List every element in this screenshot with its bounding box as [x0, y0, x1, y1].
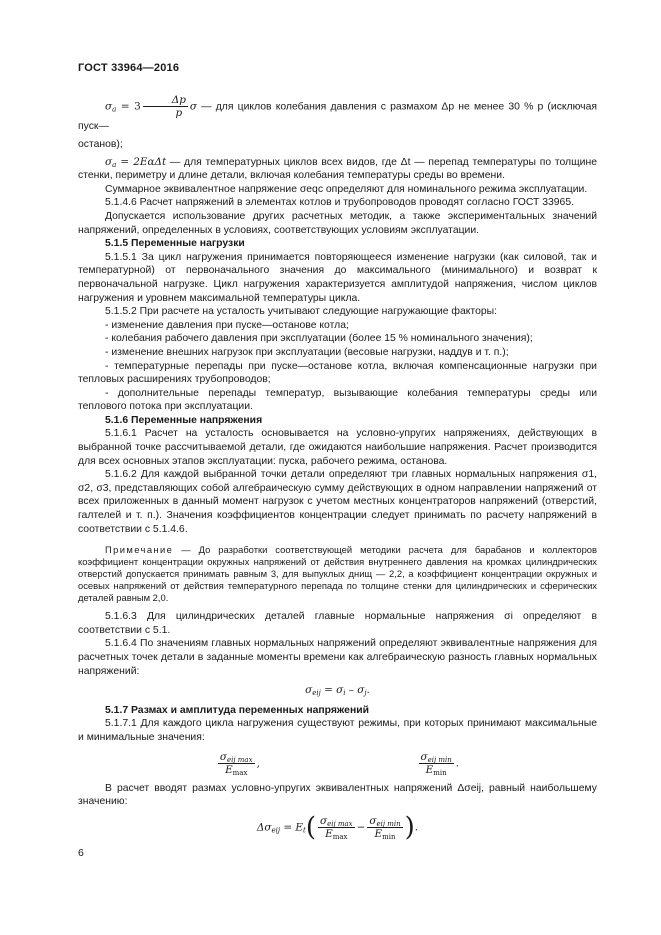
formula-pressure-amplitude: $\sigma_a = 3$ $\frac{\Delta p}{p}$ σ — для циклов колебания давления с размахом Δp не менее 30 % p (исключая пуск—: [78, 94, 597, 132]
heading-5-1-6: 5.1.6 Переменные напряжения: [105, 414, 263, 426]
paragraph-summary-stress: Суммарное эквивалентное напряжение σeqc определяют для номинального режима эксплуатации.: [105, 183, 588, 195]
list-item: - колебания рабочего давления при эксплуатации (более 15 % номинального значения);: [105, 333, 533, 345]
page-number: 6: [78, 847, 84, 859]
list-item: - дополнительные перепады температур, вызывающие колебания температуры среды или теплового потока при эксплуатации.: [78, 387, 597, 413]
note-label: Примечание: [105, 544, 174, 556]
paragraph-5-1-4-6: 5.1.4.6 Расчет напряжений в элементах котлов и трубопроводов проводят согласно ГОСТ 33965.: [105, 197, 574, 209]
heading-5-1-7: 5.1.7 Размах и амплитуда переменных напряжений: [105, 704, 369, 716]
paragraph-5-1-6-2: 5.1.6.2 Для каждой выбранной точки детали определяют три главных нормальных напряжения σ1, σ2, σ3, представляющих собой алгебраическую сумму действующих в одном направлении напряжений от всех приложенных в данный момент нагрузок с учетом местных концентраторов напряжений (отверстий, галтелей и т. п.). Значения коэффициентов концентрации следует принимать по расчету напряжений в соответствии с 5.1.4.6.: [78, 469, 597, 535]
fraction-min: $\frac{\sigma_{eij min}}{E_{min}}$: [420, 750, 452, 777]
paragraph-range: В расчет вводят размах условно-упругих эквивалентных напряжений Δσeij, равный наибольшему значению:: [78, 782, 597, 808]
paragraph-5-1-6-1: 5.1.6.1 Расчет на усталость основывается на условно-упругих напряжениях, действующих в выбранной точке рассчитываемой детали, где ожидаются наибольшие напряжения. Расчет производится для всех основных этапов эксплуатации: пуска, рабочего режима, останова.: [78, 428, 597, 467]
paragraph-5-1-7-1: 5.1.7.1 Для каждого цикла нагружения существуют режимы, при которых принимают максимальные и минимальные значения:: [78, 718, 597, 743]
formula-temperature-amplitude: $\sigma_a = 2E\alpha\Delta t$ — для температурных циклов всех видов, где Δt — перепад температуры по толщине стенки, периметру и длине детали, включая колебания температуры среды во времени.: [78, 155, 597, 182]
paragraph-5-1-5-1: 5.1.5.1 За цикл нагружения принимается повторяющееся изменение нагрузки (как силовой, так и температурной) от первоначального значения до максимального (минимального) и возврат к первоначальной нагрузке. Цикл нагружения характеризуется амплитудой напряжения, числом циклов нагружения и уровнем максимальной температуры цикла.: [78, 251, 597, 304]
list-item: - температурные перепады при пуске—останове котла, включая компенсационные нагрузки при тепловых расширениях трубопроводов;: [78, 360, 597, 386]
paragraph-5-1-6-4: 5.1.6.4 По значениям главных нормальных напряжений определяют эквивалентные напряжения для расчетных точек детали в заданные моменты времени как алгебраическую разность главных нормальных напряжений:: [78, 638, 597, 677]
paragraph-5-1-5-2: 5.1.5.2 При расчете на усталость учитывают следующие нагружающие факторы:: [105, 306, 497, 318]
fraction-max: $\frac{\sigma_{eij max}}{E_{max}}$: [219, 750, 253, 777]
document-body: [78, 94, 597, 843]
standard-header: ГОСТ 33964—2016: [78, 62, 180, 74]
note-text: — До разработки соответствующей методики расчета для барабанов и коллекторов коэффициент концентрации окружных напряжений от действия внутреннего давления на кромках цилиндрических отверстий допускается принимать равным 3, для выпуклых днищ — 2,2, а коэффициент концентрации окружных и осевых напряжений от действия температурного перепада по толщине стенки для цилиндрических и сферических деталей равным 2,0.: [78, 544, 597, 604]
note-block: [78, 544, 597, 604]
formula-max-min-ratios: $\frac{\sigma_{eij max}}{E_{max}}$ , $\frac{\sigma_{eij min}}{E_{min}}$ .: [219, 750, 460, 777]
formula-equivalent-stress: $\sigma_{eij} = \sigma_i - \sigma_j$.: [305, 684, 370, 698]
formula-stress-range: $\Delta\sigma_{eij} = E_t$( $\frac{\sigma_{eij max}}{E_{max}}$ − $\frac{\sigma_{eij min}}{E_{min}}$ ).: [256, 812, 419, 843]
list-item: - изменение внешних нагрузок при эксплуатации (весовые нагрузки, наддув и т. п.);: [105, 346, 509, 358]
fraction-range-max: $\frac{\sigma_{eij max}}{E_{max}}$: [319, 814, 353, 841]
list-item: - изменение давления при пуске—останове котла;: [105, 319, 349, 331]
paragraph-5-1-6-3: 5.1.6.3 Для цилиндрических деталей главные нормальные напряжения σi определяют в соответствии с 5.1.: [78, 611, 597, 636]
fraction-dp-over-p: $\frac{\Delta p}{p}$: [143, 94, 188, 119]
paragraph-allowed-methods: Допускается использование других расчетных методик, а также экспериментальных значений напряжений, определенных в условиях, соответствующих условиям эксплуатации.: [78, 210, 597, 236]
heading-5-1-5: 5.1.5 Переменные нагрузки: [105, 238, 245, 250]
formula-pressure-tail: останов);: [78, 139, 123, 150]
fraction-range-min: $\frac{\sigma_{eij min}}{E_{min}}$: [369, 814, 401, 841]
